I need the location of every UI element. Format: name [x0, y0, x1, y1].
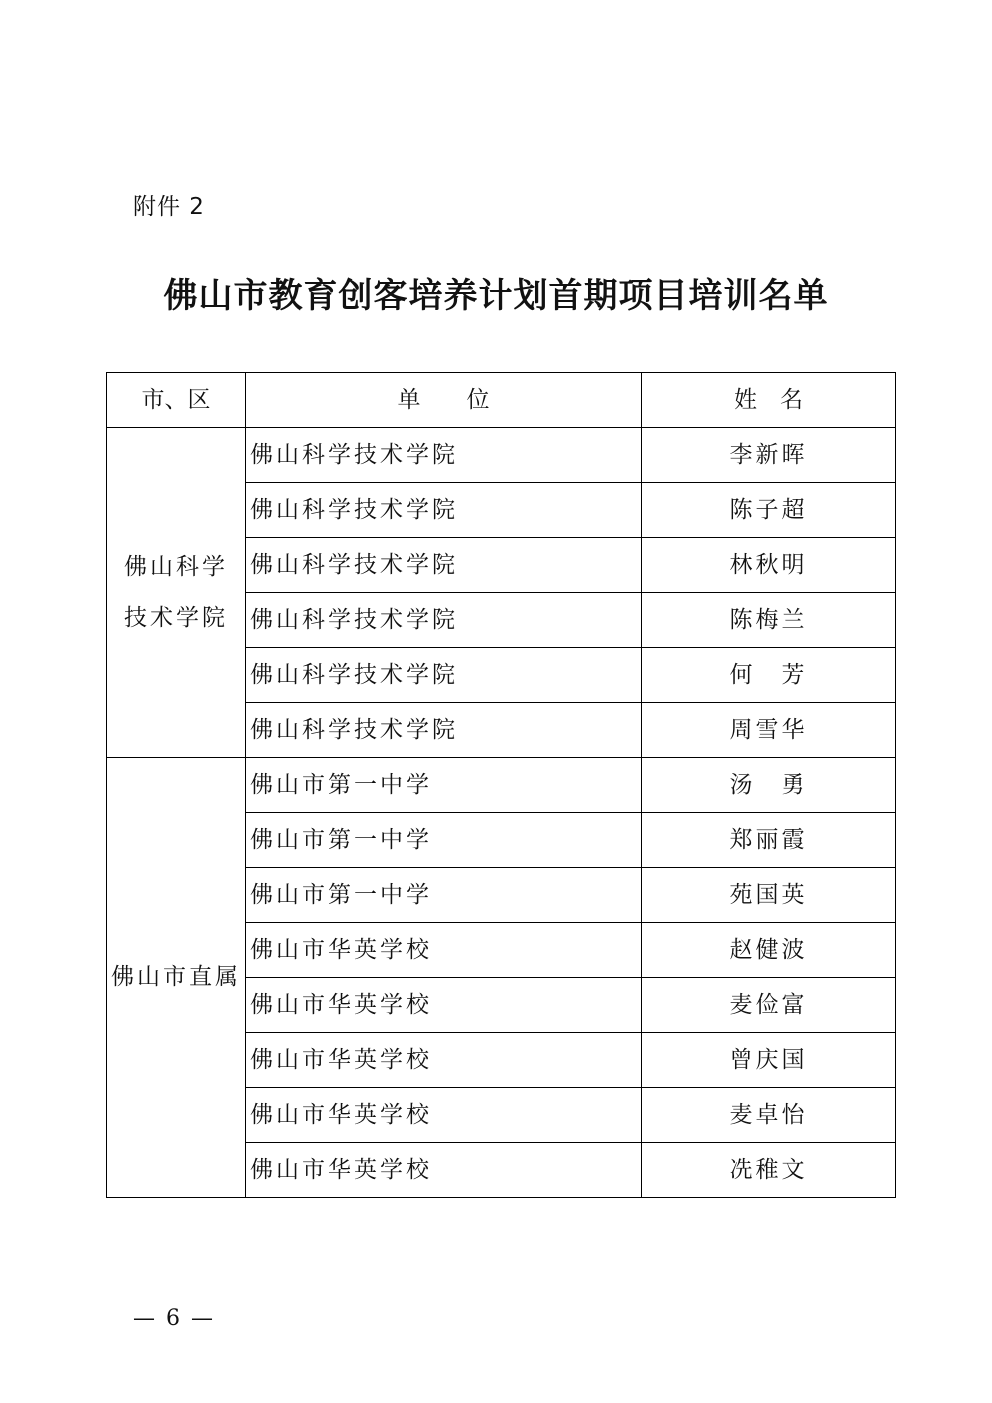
table-row	[107, 428, 896, 483]
name-cell: 陈子超	[642, 483, 896, 538]
region-label: 佛山科学技术学院	[124, 553, 228, 631]
unit-cell: 佛山市第一中学	[246, 758, 642, 813]
name-cell: 何 芳	[642, 648, 896, 703]
page-number: — 6 —	[133, 1306, 215, 1331]
name-cell: 李新晖	[642, 428, 896, 483]
column-header-unit: 单 位	[246, 373, 642, 428]
name-cell: 郑丽霞	[642, 813, 896, 868]
table-row	[107, 758, 896, 813]
name-cell: 陈梅兰	[642, 593, 896, 648]
unit-cell: 佛山市华英学校	[246, 978, 642, 1033]
table-header-row	[107, 373, 896, 428]
name-cell: 周雪华	[642, 703, 896, 758]
name-cell: 林秋明	[642, 538, 896, 593]
name-cell: 冼稚文	[642, 1143, 896, 1198]
name-cell: 麦俭富	[642, 978, 896, 1033]
name-cell: 曾庆国	[642, 1033, 896, 1088]
unit-cell: 佛山市第一中学	[246, 868, 642, 923]
column-header-name: 姓 名	[642, 373, 896, 428]
name-cell: 麦卓怡	[642, 1088, 896, 1143]
unit-cell: 佛山市华英学校	[246, 1143, 642, 1198]
unit-cell: 佛山科学技术学院	[246, 428, 642, 483]
unit-cell: 佛山科学技术学院	[246, 593, 642, 648]
attachment-label: 附件 2	[133, 194, 205, 220]
unit-cell: 佛山科学技术学院	[246, 648, 642, 703]
name-cell: 苑国英	[642, 868, 896, 923]
unit-cell: 佛山科学技术学院	[246, 703, 642, 758]
name-cell: 汤 勇	[642, 758, 896, 813]
region-label: 佛山市直属	[111, 964, 241, 990]
region-cell	[107, 428, 246, 758]
unit-cell: 佛山市华英学校	[246, 923, 642, 978]
unit-cell: 佛山科学技术学院	[246, 538, 642, 593]
region-cell	[107, 758, 246, 1198]
unit-cell: 佛山科学技术学院	[246, 483, 642, 538]
unit-cell: 佛山市华英学校	[246, 1033, 642, 1088]
unit-cell: 佛山市第一中学	[246, 813, 642, 868]
name-cell: 赵健波	[642, 923, 896, 978]
unit-cell: 佛山市华英学校	[246, 1088, 642, 1143]
document-title: 佛山市教育创客培养计划首期项目培训名单	[163, 276, 829, 316]
column-header-region: 市、区	[107, 373, 246, 428]
training-roster-table	[106, 372, 896, 1198]
